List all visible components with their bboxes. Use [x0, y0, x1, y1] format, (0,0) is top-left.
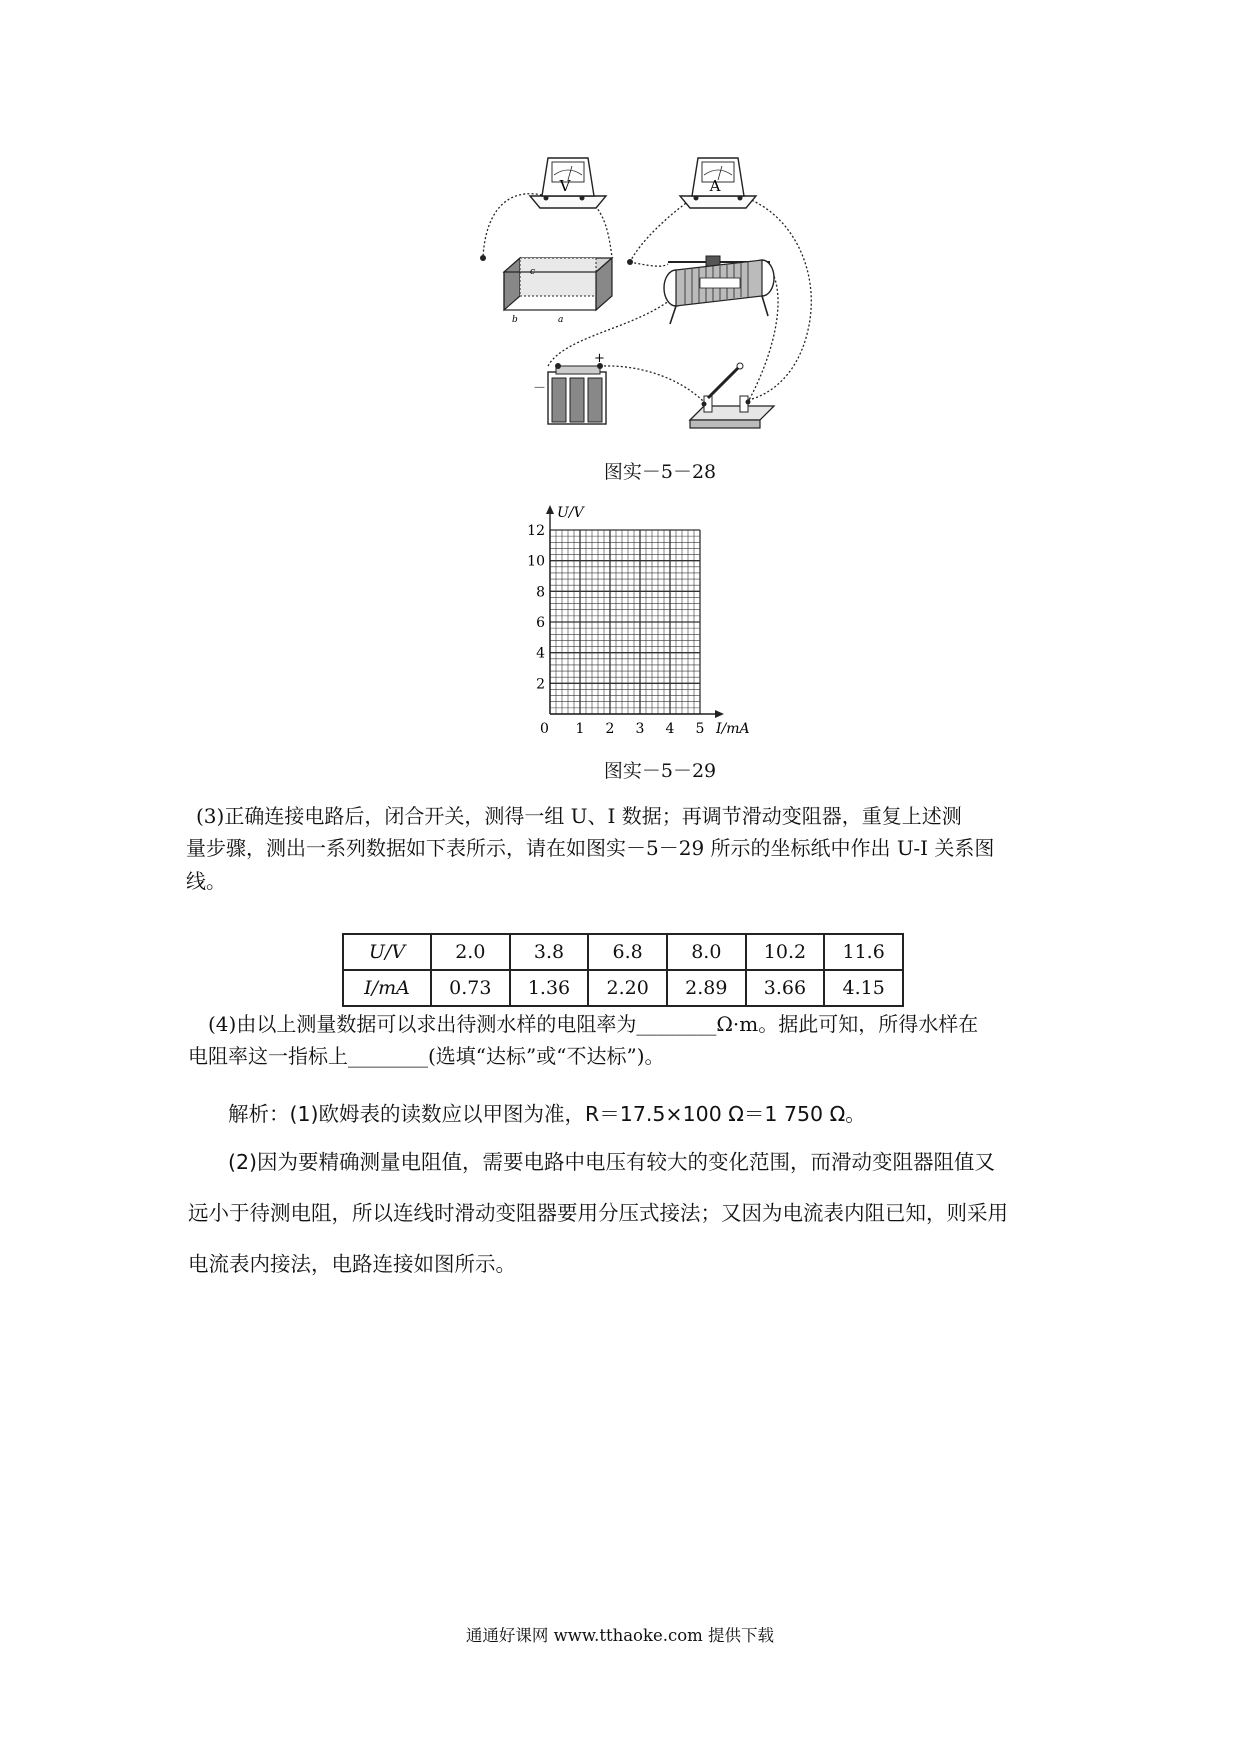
- question-3-line-1: (3)正确连接电路后，闭合开关，测得一组 U、I 数据；再调节滑动变阻器，重复上述测: [196, 804, 962, 828]
- table-row: [343, 970, 903, 1006]
- x-tick-label: 5: [695, 721, 705, 737]
- question-3: [186, 800, 1056, 897]
- table-cell: 0.73: [431, 970, 510, 1006]
- table-cell: 3.66: [746, 970, 825, 1006]
- question-4-line-1: (4)由以上测量数据可以求出待测水样的电阻率为________Ω·m。据此可知，所得水样在: [208, 1012, 979, 1036]
- table-cell: 1.36: [510, 970, 589, 1006]
- battery-plus-label: +: [594, 351, 605, 366]
- y-tick-label: 12: [527, 523, 545, 539]
- solution-line-4: 电流表内接法，电路连接如图所示。: [188, 1251, 516, 1276]
- x-axis-label: I/mA: [716, 721, 750, 737]
- solution-line-3: 远小于待测电阻，所以连线时滑动变阻器要用分压式接法；又因为电流表内阻已知，则采用: [188, 1200, 1008, 1225]
- water-sample-box: [480, 255, 633, 325]
- dim-a-label: a: [558, 315, 564, 325]
- row-header-u: U/V: [343, 934, 431, 970]
- x-tick-label: 4: [665, 721, 675, 737]
- y-tick-label: 6: [536, 615, 545, 631]
- table-cell: 8.0: [667, 934, 746, 970]
- table-cell: 4.15: [824, 970, 903, 1006]
- page-footer: 通通好课网 www.tthaoke.com 提供下载: [465, 1626, 775, 1645]
- dim-b-label: b: [512, 315, 518, 325]
- figure1-caption: 图实－5－28: [603, 461, 717, 483]
- y-tick-label: 10: [527, 553, 545, 570]
- ammeter-label: A: [709, 177, 721, 195]
- table-cell: 3.8: [510, 934, 589, 970]
- voltmeter: [530, 158, 606, 208]
- solution-line-1: 解析：(1)欧姆表的读数应以甲图为准，R＝17.5×100 Ω＝1 750 Ω。: [228, 1102, 866, 1126]
- ui-data-table: [342, 933, 904, 1007]
- voltmeter-label: V: [559, 177, 571, 195]
- table-cell: 10.2: [746, 934, 825, 970]
- ammeter: [680, 158, 756, 208]
- y-axis-label: U/V: [557, 505, 584, 521]
- x-tick-label: 2: [605, 721, 615, 737]
- y-axis-arrow-icon: [546, 505, 554, 514]
- battery: [533, 351, 606, 424]
- table-cell: 2.89: [667, 970, 746, 1006]
- table-cell: 2.20: [588, 970, 667, 1006]
- dim-c-label: c: [530, 267, 536, 277]
- table-cell: 11.6: [824, 934, 903, 970]
- solution: [188, 1092, 1068, 1290]
- origin-label: 0: [540, 721, 549, 737]
- x-tick-label: 1: [575, 721, 585, 737]
- table-cell: 2.0: [431, 934, 510, 970]
- circuit-figure: [470, 150, 850, 435]
- question-4: [188, 1008, 1068, 1073]
- battery-minus-label: －: [533, 381, 547, 396]
- row-header-i: I/mA: [343, 970, 431, 1006]
- x-tick-label: 3: [635, 721, 645, 737]
- question-4-line-2: 电阻率这一指标上________(选填“达标”或“不达标”)。: [188, 1044, 665, 1069]
- grid-paper-figure: [510, 500, 770, 740]
- question-3-line-2: 量步骤，测出一系列数据如下表所示，请在如图实－5－29 所示的坐标纸中作出 U-I 关系图: [186, 836, 995, 861]
- y-tick-label: 4: [536, 645, 545, 662]
- x-axis-arrow-icon: [715, 710, 724, 718]
- table-row: [343, 934, 903, 970]
- rheostat: [664, 256, 774, 324]
- question-3-line-3: 线。: [186, 868, 226, 893]
- figure2-caption: 图实－5－29: [603, 760, 717, 782]
- y-tick-label: 8: [536, 584, 545, 601]
- solution-line-2: (2)因为要精确测量电阻值，需要电路中电压有较大的变化范围，而滑动变阻器阻值又: [228, 1150, 996, 1175]
- y-tick-label: 2: [536, 676, 545, 693]
- table-cell: 6.8: [588, 934, 667, 970]
